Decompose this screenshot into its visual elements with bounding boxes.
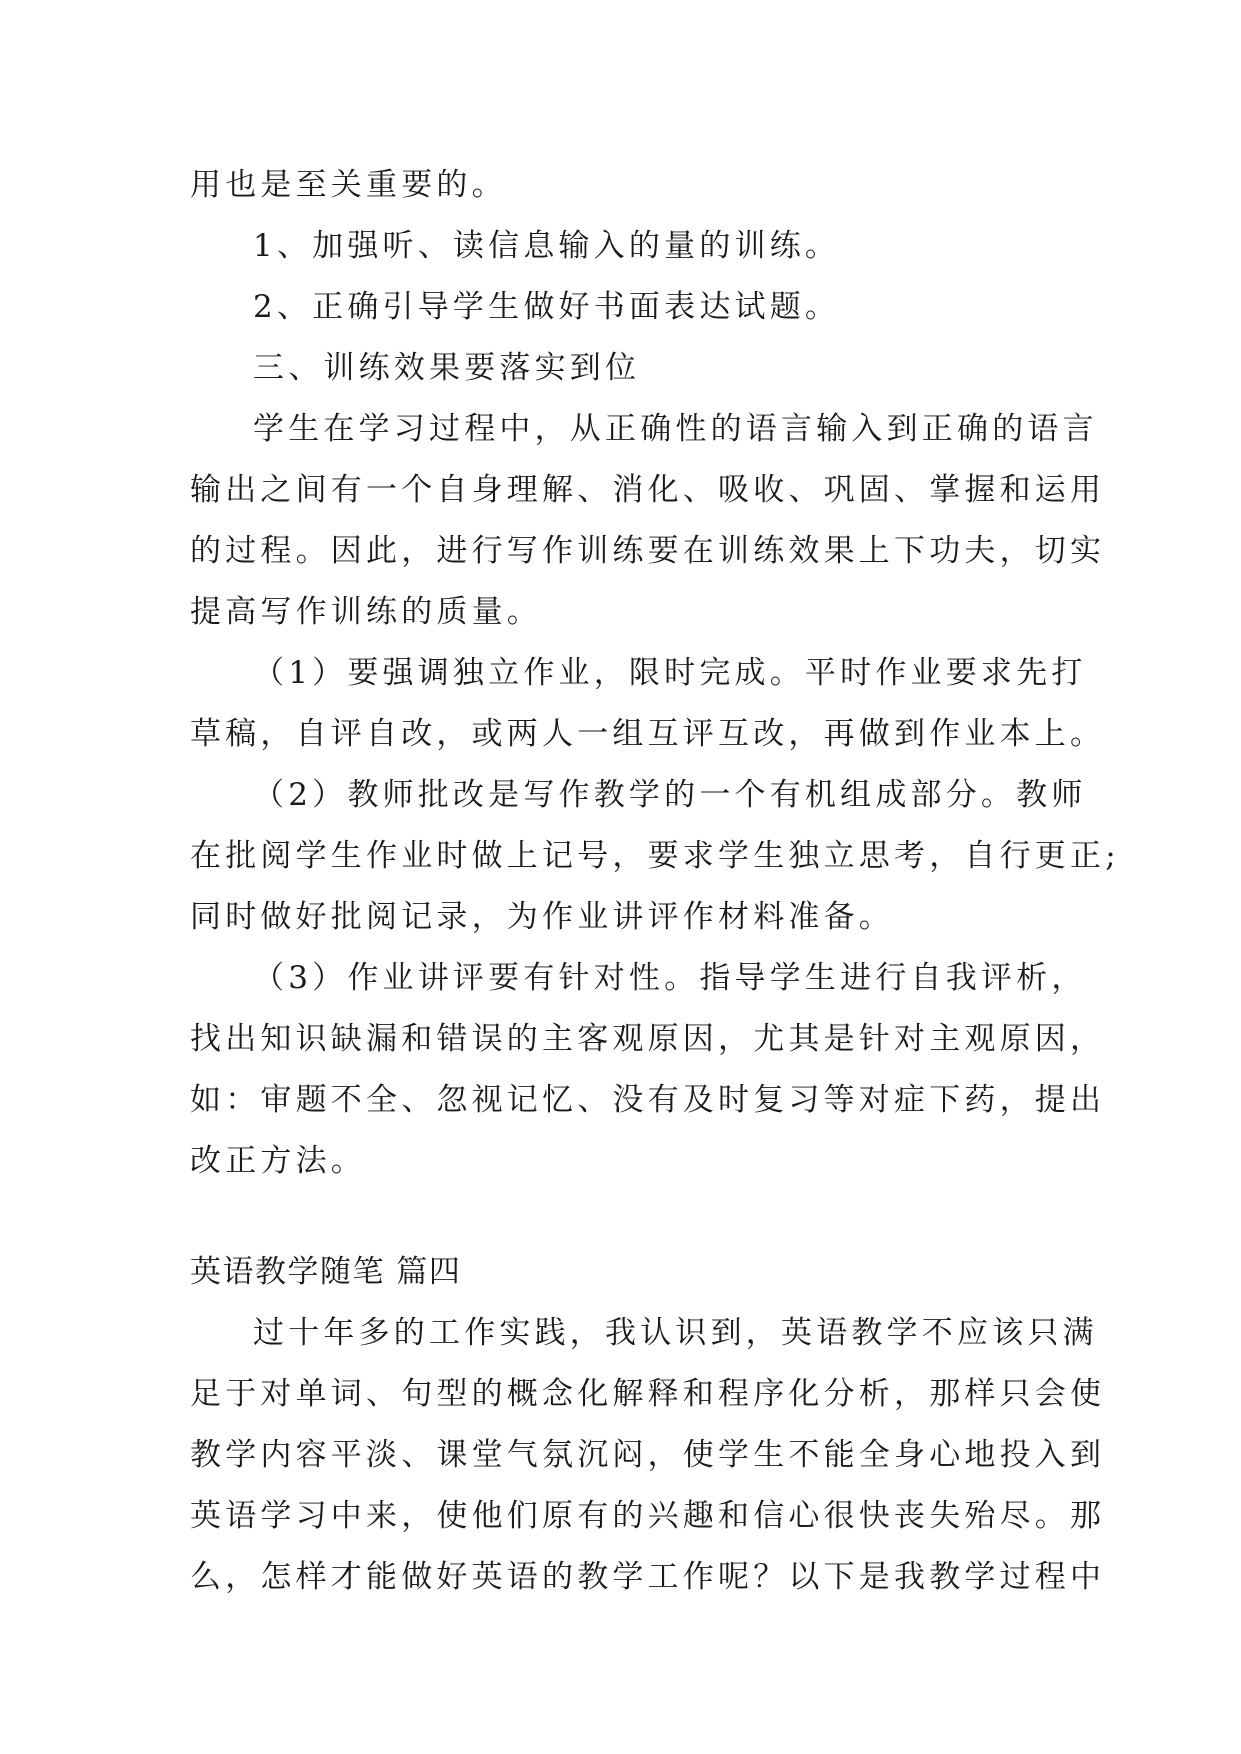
list-item-2: 2、正确引导学生做好书面表达试题。 [253, 289, 841, 325]
paragraph-line: 输出之间有一个自身理解、消化、吸收、巩固、掌握和运用 [190, 472, 1106, 508]
paragraph-line: 找出知识缺漏和错误的主客观原因，尤其是针对主观原因， [190, 1021, 1106, 1057]
paragraph-line: 学生在学习过程中，从正确性的语言输入到正确的语言 [253, 411, 1098, 447]
paragraph-line: 过十年多的工作实践，我认识到，英语教学不应该只满 [253, 1315, 1098, 1351]
paragraph-line: 在批阅学生作业时做上记号，要求学生独立思考，自行更正; [190, 838, 1120, 874]
paragraph-line: 如：审题不全、忽视记忆、没有及时复习等对症下药，提出 [190, 1082, 1106, 1118]
paragraph-line: 足于对单词、句型的概念化解释和程序化分析，那样只会使 [190, 1376, 1106, 1412]
article-title: 英语教学随笔 篇四 [190, 1254, 462, 1290]
paragraph-line: （1）要强调独立作业，限时完成。平时作业要求先打 [253, 655, 1087, 691]
paragraph-line: 改正方法。 [190, 1143, 366, 1179]
paragraph-line: （3）作业讲评要有针对性。指导学生进行自我评析， [253, 960, 1087, 996]
paragraph-line: 提高写作训练的质量。 [190, 594, 542, 630]
paragraph-line: 教学内容平淡、课堂气氛沉闷，使学生不能全身心地投入到 [190, 1437, 1106, 1473]
list-item-1: 1、加强听、读信息输入的量的训练。 [253, 228, 841, 264]
paragraph-line: 草稿，自评自改，或两人一组互评互改，再做到作业本上。 [190, 716, 1106, 752]
section-heading-3: 三、训练效果要落实到位 [253, 350, 641, 386]
paragraph-line: （2）教师批改是写作教学的一个有机组成部分。教师 [253, 777, 1087, 813]
paragraph-line: 的过程。因此，进行写作训练要在训练效果上下功夫，切实 [190, 533, 1106, 569]
paragraph-line: 同时做好批阅记录，为作业讲评作材料准备。 [190, 899, 894, 935]
paragraph-line: 么，怎样才能做好英语的教学工作呢？以下是我教学过程中 [190, 1559, 1106, 1595]
paragraph-line: 英语学习中来，使他们原有的兴趣和信心很快丧失殆尽。那 [190, 1498, 1106, 1534]
text-line-continuation: 用也是至关重要的。 [190, 167, 507, 203]
